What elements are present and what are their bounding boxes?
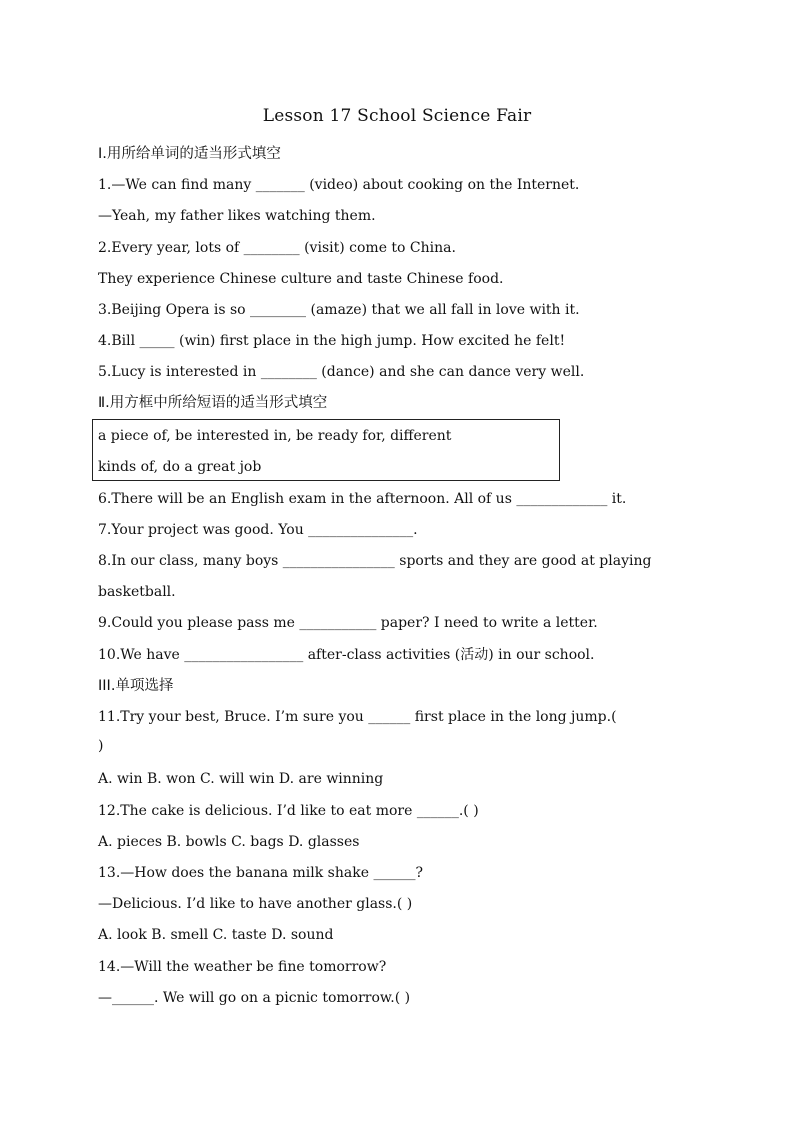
question-line: 13.—How does the banana milk shake ______? [98,865,423,881]
question-line: 9.Could you please pass me ___________ paper? I need to write a letter. [98,615,598,631]
question-line: —Delicious. I’d like to have another glass.( ) [98,896,413,912]
options-line: A. pieces B. bowls C. bags D. glasses [98,834,360,850]
question-line: 5.Lucy is interested in ________ (dance) and she can dance very well. [98,364,585,380]
question-line: 12.The cake is delicious. I’d like to eat more ______.( ) [98,803,479,819]
question-line: —Yeah, my father likes watching them. [98,208,376,224]
question-line: 1.—We can find many _______ (video) about cooking on the Internet. [98,177,580,193]
question-line: 7.Your project was good. You _______________. [98,522,418,538]
question-line: basketball. [98,584,176,600]
question-line: 2.Every year, lots of ________ (visit) come to China. [98,240,456,256]
question-line: 10.We have _________________ after-class activities (活动) in our school. [98,647,595,663]
section2-heading: Ⅱ.用方框中所给短语的适当形式填空 [98,395,328,411]
question-line: ) [98,738,104,754]
question-line: 3.Beijing Opera is so ________ (amaze) that we all fall in love with it. [98,302,580,318]
question-line: 11.Try your best, Bruce. I’m sure you ______ first place in the long jump.( [98,709,617,725]
question-line: 6.There will be an English exam in the afternoon. All of us _____________ it. [98,491,627,507]
question-line: They experience Chinese culture and taste Chinese food. [98,271,504,287]
phrase-box-line: a piece of, be interested in, be ready for, different [98,428,452,444]
options-line: A. look B. smell C. taste D. sound [98,927,334,943]
section3-heading: III.单项选择 [98,678,174,694]
phrase-box-line: kinds of, do a great job [98,459,262,475]
options-line: A. win B. won C. will win D. are winning [98,771,384,787]
question-line: 4.Bill _____ (win) first place in the high jump. How excited he felt! [98,333,566,349]
question-line: —______. We will go on a picnic tomorrow.( ) [98,990,411,1006]
question-line: 14.—Will the weather be fine tomorrow? [98,959,387,975]
question-line: 8.In our class, many boys ________________ sports and they are good at playing [98,553,652,569]
section1-heading: Ⅰ.用所给单词的适当形式填空 [98,146,281,162]
page-title: Lesson 17 School Science Fair [262,106,532,126]
